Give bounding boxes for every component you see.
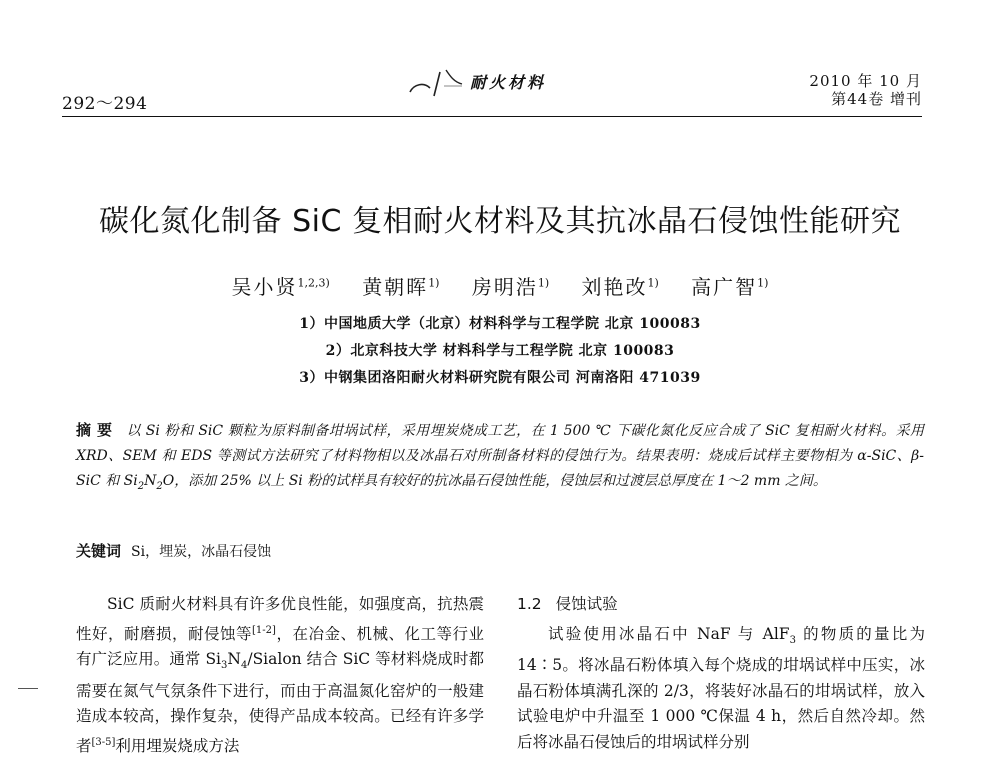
author xyxy=(582,275,659,299)
body-text: SiC 质耐火材料具有许多优良性能，如强度高，抗热震性好，耐磨损，耐侵蚀等 xyxy=(76,595,484,643)
header-rule xyxy=(62,116,922,117)
author-affil-marks: 1,2,3) xyxy=(297,276,330,290)
scan-mark xyxy=(18,688,38,689)
page-range: 292～294 xyxy=(62,94,148,114)
body-right-column xyxy=(517,592,925,755)
author-name: 高广智 xyxy=(691,275,758,299)
body-text: 利用埋炭烧成方法 xyxy=(115,736,240,755)
section-number: 1.2 xyxy=(517,595,542,613)
journal-logo-mark-icon xyxy=(400,62,470,106)
body-left-column: SiC 质耐火材料具有许多优良性能，如强度高，抗热震性好，耐磨损，耐侵蚀等[1-2]，在冶金、机械、化工等行业有广泛应用。通常 $Si_3N_4$/Sialon 结合 SiC 等材料烧成时都需要在氮气气氛条件下进行，而由于高温氮化窑炉的一般建造成本较高，操作复杂，使得产品成本较高。已经有许多学者[3-5]利用埋炭烧成方法 xyxy=(76,595,484,755)
author xyxy=(232,275,330,299)
body-paragraph: 试验使用冰晶石中 NaF 与 AlF$_3$ 的物质的量比为 14∶5。将冰晶石粉体填入每个烧成的坩埚试样中压实，冰晶石粉体填满孔深的 2/3，将装好冰晶石的坩埚试样，放入试验电炉中升温至 1 000 ℃保温 4 h，然后自然冷却。然后将冰晶石侵蚀后的坩埚试样分别 xyxy=(517,624,925,751)
affiliation-1: 1）中国地质大学（北京）材料科学与工程学院 北京 100083 xyxy=(299,316,701,332)
author xyxy=(472,275,549,299)
issue-date-line: 2010 年 10 月 xyxy=(809,72,922,90)
body-text: 试验使用冰晶石中 NaF 与 AlF xyxy=(548,624,790,643)
abstract-text-part-1: 以 Si 粉和 SiC 颗粒为原料制备坩埚试样，采用埋炭烧成工艺，在 1 500 ℃ 下碳化氮化反应合成了 SiC 复相耐火材料。采用 XRD、SEM 和 EDS 等测试方法研究了材料物相以及冰晶石对所制备材料的侵蚀行为。结果表明：烧成后试样主要物相为 α-SiC、β-SiC 和 Si xyxy=(76,423,924,489)
section-title: 侵蚀试验 xyxy=(555,595,618,613)
abstract-text-part-2: O，添加 25% 以上 Si 粉的试样具有较好的抗冰晶石侵蚀性能，侵蚀层和过渡层总厚度在 1～2 mm 之间。 xyxy=(162,473,827,489)
citation: [3-5] xyxy=(91,736,116,748)
author-affil-marks: 1) xyxy=(757,276,769,290)
body-text: /Sialon 结合 SiC 等材料烧成时都需要在氮气气氛条件下进行，而由于高温氮化窑炉的一般建造成本较高，操作复杂，使得产品成本较高。已经有许多学者 xyxy=(76,650,484,755)
author xyxy=(691,275,768,299)
issue-date xyxy=(809,72,922,108)
author-list xyxy=(0,271,1000,300)
abstract-label: 摘 要 xyxy=(76,421,113,439)
author-name: 刘艳改 xyxy=(581,275,648,299)
body-text: 的物质的量比为 14∶5。将冰晶石粉体填入每个烧成的坩埚试样中压实，冰晶石粉体填满孔深的 2/3，将装好冰晶石的坩埚试样，放入试验电炉中升温至 1 000 ℃保温 4 h，然后自然冷却。然后将冰晶石侵蚀后的坩埚试样分别 xyxy=(517,624,925,751)
keywords-text: Si，埋炭，冰晶石侵蚀 xyxy=(131,544,272,560)
journal-logo xyxy=(400,62,570,106)
author-affil-marks: 1) xyxy=(647,276,659,290)
citation: [1-2] xyxy=(252,624,276,636)
abstract xyxy=(76,418,924,499)
issue-volume-line: 第44卷 增刊 xyxy=(831,90,922,108)
affiliation-2: 2）北京科技大学 材料科学与工程学院 北京 100083 xyxy=(325,343,675,359)
author-affil-marks: 1) xyxy=(428,276,440,290)
abstract-text: 以 Si 粉和 SiC 颗粒为原料制备坩埚试样，采用埋炭烧成工艺，在 1 500 ℃ 下碳化氮化反应合成了 SiC 复相耐火材料。采用 XRD、SEM 和 EDS 等测试方法研究了材料物相以及冰晶石对所制备材料的侵蚀行为。结果表明：烧成后试样主要物相为 α-SiC、β-SiC 和 $Si_2N_2O$，添加 25% 以上 Si 粉的试样具有较好的抗冰晶石侵蚀性能，侵蚀层和过渡层总厚度在 1～2 mm 之间。 xyxy=(76,423,924,492)
section-heading xyxy=(517,592,925,618)
author xyxy=(362,275,439,299)
body-text: ，在冶金、机械、化工等行业有广泛应用。通常 Si xyxy=(76,624,484,669)
journal-name: 耐火材料 xyxy=(470,73,547,92)
author-name: 黄朝晖 xyxy=(362,275,429,299)
affiliation-3: 3）中钢集团洛阳耐火材料研究院有限公司 河南洛阳 471039 xyxy=(299,370,701,386)
author-name: 吴小贤 xyxy=(231,275,298,299)
author-name: 房明浩 xyxy=(471,275,538,299)
author-affil-marks: 1) xyxy=(537,276,550,290)
keywords xyxy=(76,540,271,561)
keywords-label: 关键词 xyxy=(76,542,122,560)
paper-title: 碳化氮化制备 SiC 复相耐火材料及其抗冰晶石侵蚀性能研究 xyxy=(99,204,901,239)
